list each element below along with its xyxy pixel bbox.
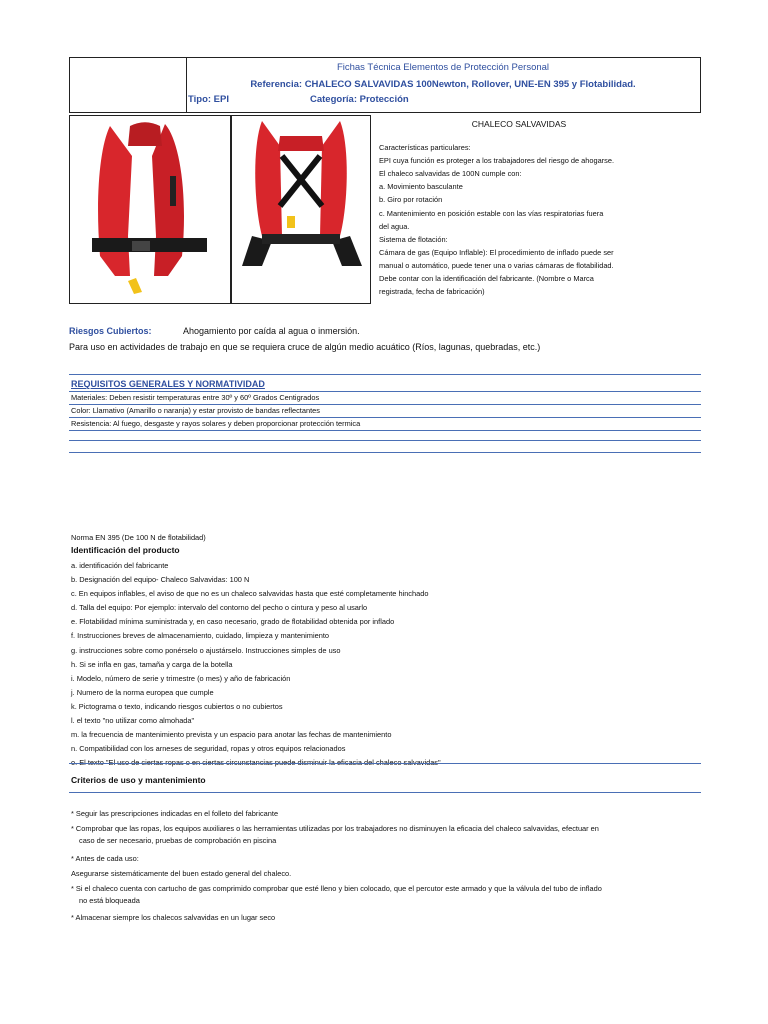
list-item: d. Talla del equipo: Por ejemplo: intervalo del contorno del pecho o cintura y peso al usarlo [71, 603, 368, 613]
reference-line: Referencia: CHALECO SALVAVIDAS 100Newton, Rollover, UNE-EN 395 y Flotabilidad. [250, 79, 636, 90]
life-vest-illustration-1 [70, 116, 230, 303]
divider [69, 440, 701, 441]
category-label: Categoría: Protección [310, 94, 409, 105]
list-item: l. el texto "no utilizar como almohada" [71, 716, 195, 726]
list-item: j. Numero de la norma europea que cumple [71, 687, 214, 697]
sheet-title: Fichas Técnica Elementos de Protección Personal [336, 62, 550, 73]
list-item: k. Pictograma o texto, indicando riesgos cubiertos o no cubiertos [71, 701, 283, 711]
risks-row [69, 326, 360, 336]
list-item: g. instrucciones sobre como ponérselo o ajustárselo. Instrucciones simples de uso [71, 645, 341, 655]
usage-note: Para uso en actividades de trabajo en que se requiera cruce de algún medio acuático (Ríos, lagunas, quebradas, etc.) [69, 342, 541, 352]
criteria-item: Asegurarse sistemáticamente del buen estado general del chaleco. [71, 869, 292, 878]
divider [69, 374, 701, 375]
header-table [69, 57, 701, 113]
requirement-row: Materiales: Deben resistir temperaturas entre 30º y 60º Grados Centigrados [71, 393, 320, 402]
criteria-item [71, 823, 599, 847]
divider [69, 763, 701, 764]
criteria-item [71, 883, 602, 907]
identification-title: Identificación del producto [71, 545, 180, 555]
list-item: i. Modelo, número de serie y trimestre (o mes) y año de fabricación [71, 673, 291, 683]
list-item: a. identificación del fabricante [71, 561, 169, 570]
description-line: EPI cuya función es proteger a los trabajadores del riesgo de ahogarse. [379, 156, 615, 166]
requirement-row: Resistencia: Al fuego, desgaste y rayos solares y deben proporcionar protección termica [71, 419, 361, 428]
criteria-item: * Seguir las prescripciones indicadas en el folleto del fabricante [71, 809, 279, 818]
description-line: Sistema de flotación: [379, 234, 448, 244]
identification-list [71, 559, 441, 770]
criteria-item: * Almacenar siempre los chalecos salvavidas en un lugar seco [71, 913, 276, 922]
description-line: c. Mantenimiento en posición estable con las vías respiratorias fuera [379, 208, 604, 218]
list-item: h. Si se infla en gas, tamaña y carga de la botella [71, 659, 233, 669]
list-item: b. Designación del equipo- Chaleco Salvavidas: 100 N [71, 575, 250, 585]
list-item: f. Instrucciones breves de almacenamiento, cuidado, limpieza y mantenimiento [71, 631, 329, 641]
criteria-item: * Antes de cada uso: [71, 854, 139, 863]
description-line: manual o automático, puede tener una o varias cámaras de flotabilidad. [379, 260, 614, 270]
description-line: del agua. [379, 221, 410, 231]
criteria-item-text: * Si el chaleco cuenta con cartucho de gas comprimido comprobar que esté lleno y bien colocado, que el percutor este armado y que la válvula del tubo de inflado [71, 884, 602, 893]
description-title: CHALECO SALVAVIDAS [471, 119, 567, 129]
divider [69, 792, 701, 793]
description-line: Características particulares: [379, 143, 471, 153]
criteria-title: Criterios de uso y mantenimiento [71, 775, 206, 785]
description-line: b. Giro por rotación [379, 195, 443, 205]
divider [69, 452, 701, 453]
type-label: Tipo: EPI [188, 94, 229, 105]
divider [69, 430, 701, 431]
criteria-item-cont: caso de ser necesario, pruebas de comprobación en piscina [79, 836, 277, 845]
life-vest-illustration-2 [232, 116, 370, 303]
divider [69, 417, 701, 418]
description-line: Cámara de gas (Equipo Inflable): El procedimiento de inflado puede ser [379, 247, 614, 257]
criteria-item-text: * Comprobar que las ropas, los equipos auxiliares o las herramientas utilizadas por los trabajadores no disminuyen la eficacia del chaleco salvavidas, efectuar en [71, 824, 599, 833]
logo-cell [70, 58, 187, 112]
risks-value: Ahogamiento por caída al agua o inmersión. [183, 326, 360, 336]
risks-label: Riesgos Cubiertos: [69, 326, 152, 336]
description-line: Debe contar con la identificación del fabricante. (Nombre o Marca [379, 274, 594, 284]
vest-image-back [231, 115, 371, 304]
description-line: a. Movimiento basculante [379, 182, 463, 192]
list-item: c. En equipos inflables, el aviso de que no es un chaleco salvavidas hasta que esté completamente hinchado [71, 589, 429, 599]
divider [69, 391, 701, 392]
list-item: m. la frecuencia de mantenimiento prevista y un espacio para anotar las fechas de mantenimiento [71, 730, 392, 740]
norm-label: Norma EN 395 (De 100 N de flotabilidad) [71, 533, 206, 542]
requirements-title: REQUISITOS GENERALES Y NORMATIVIDAD [71, 379, 265, 389]
vest-description [379, 118, 659, 298]
list-item: n. Compatibilidad con los arneses de seguridad, ropas y otros equipos relacionados [71, 744, 346, 754]
divider [69, 404, 701, 405]
description-line: El chaleco salvavidas de 100N cumple con: [379, 169, 522, 179]
description-line: registrada, fecha de fabricación) [379, 287, 485, 297]
criteria-item-cont: no está bloqueada [79, 896, 140, 905]
vest-image-front [69, 115, 231, 304]
list-item: e. Flotabilidad mínima suministrada y, en caso necesario, grado de flotabilidad obtenida por inflado [71, 617, 395, 627]
requirement-row: Color: Llamativo (Amarillo o naranja) y estar provisto de bandas reflectantes [71, 406, 320, 415]
